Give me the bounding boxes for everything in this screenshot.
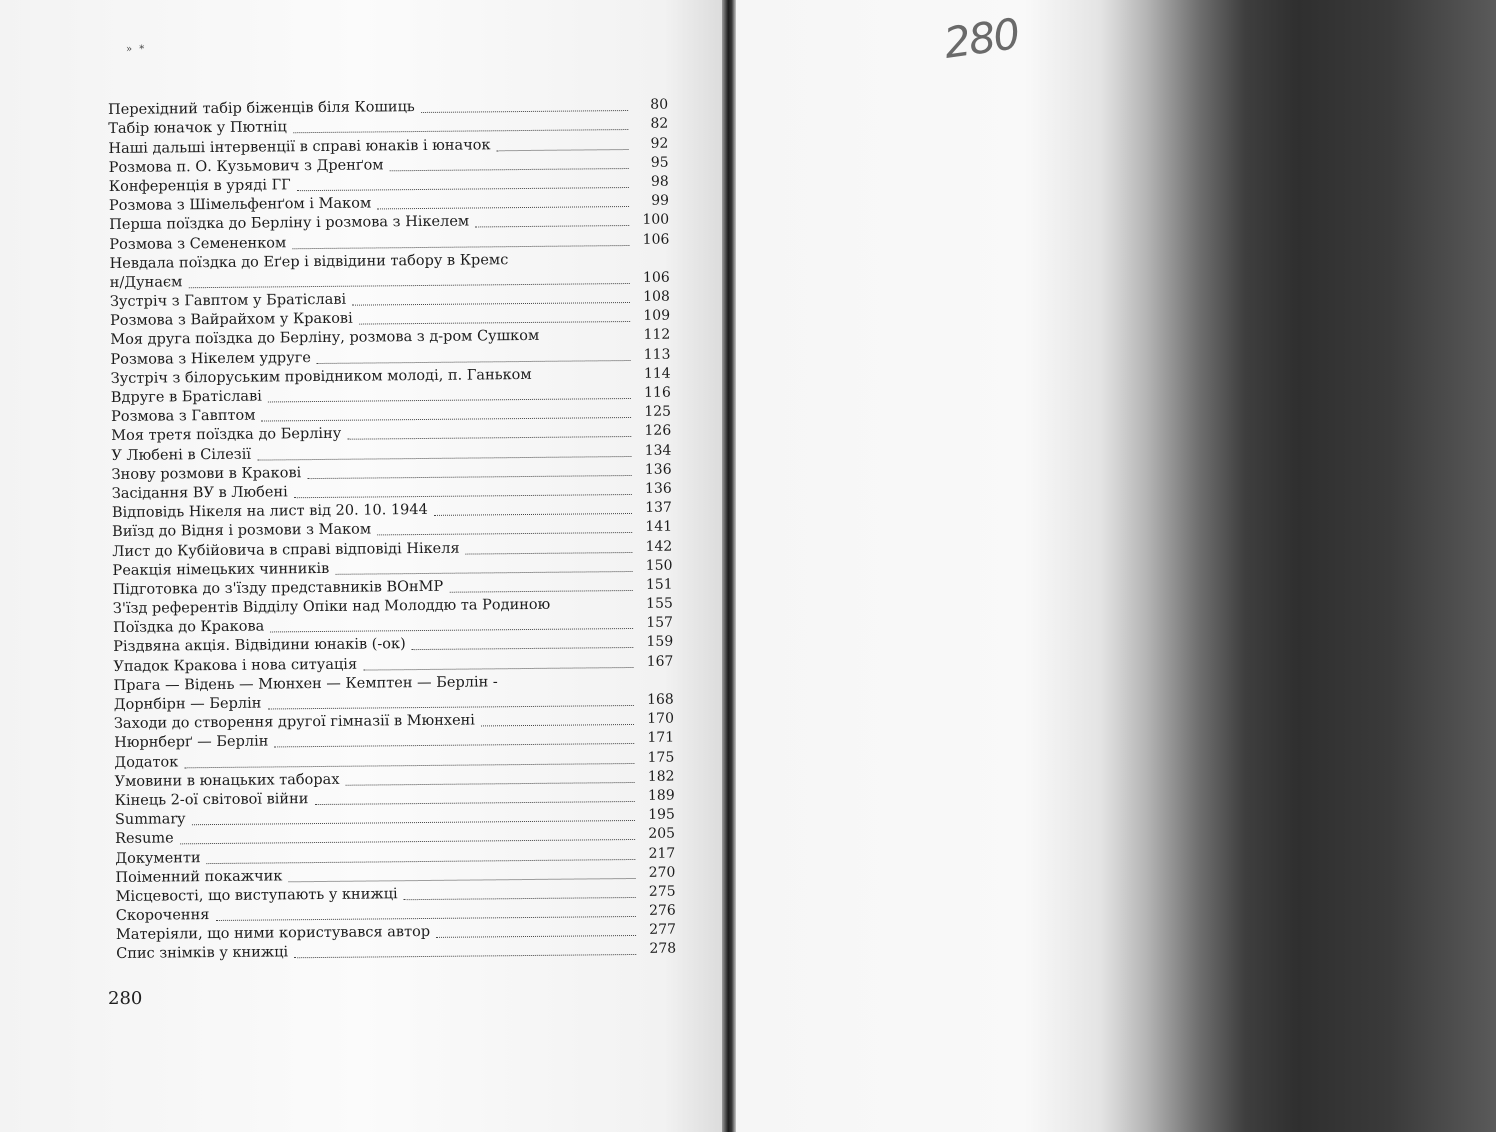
toc-leader-dots bbox=[466, 550, 633, 554]
toc-entry-title: Табір юначок у Пютніц bbox=[108, 119, 287, 138]
toc-entry-title: У Любені в Сілезії bbox=[111, 446, 251, 464]
toc-entry-title: Поїздка до Кракова bbox=[112, 618, 265, 637]
toc-entry-page: 106 bbox=[642, 231, 670, 248]
toc-leader-dots bbox=[294, 493, 632, 498]
toc-entry-page: 276 bbox=[648, 902, 676, 919]
toc-entry-page: 98 bbox=[650, 173, 669, 190]
toc-entry-page: 114 bbox=[643, 365, 671, 382]
toc-entry-title: Виїзд до Відня і розмови з Маком bbox=[112, 521, 372, 541]
toc-entry-page: 106 bbox=[642, 269, 670, 286]
toc-entry-title: Знову розмови в Кракові bbox=[111, 464, 302, 483]
toc-leader-dots bbox=[359, 320, 630, 325]
toc-entry-page: 112 bbox=[643, 327, 671, 344]
toc-entry-title: Розмова з Нікелем удруге bbox=[110, 349, 311, 368]
toc-entry-page: 136 bbox=[644, 461, 672, 478]
toc-entry-title: Дорнбірн — Берлін bbox=[113, 695, 262, 713]
toc-entry-title: Конференція в уряді ГГ bbox=[108, 177, 291, 195]
toc-entry-title: Різдвяна акція. Відвідини юнаків (-ок) bbox=[113, 636, 406, 656]
toc-entry-title: Розмова з Вайрайхом у Кракові bbox=[110, 310, 353, 330]
toc-entry-page: 134 bbox=[644, 442, 672, 459]
table-of-contents bbox=[108, 95, 676, 964]
toc-entry-page: 278 bbox=[649, 941, 677, 958]
toc-entry-title: Зустріч з білоруським провідником молоді, п. Ганьком bbox=[110, 366, 532, 387]
toc-entry-page: 205 bbox=[648, 825, 676, 843]
toc-entry-page: 125 bbox=[644, 403, 672, 421]
toc-entry-title: Зустріч з Гавптом у Братіславі bbox=[109, 291, 347, 311]
toc-entry-title: Додаток bbox=[114, 753, 179, 771]
toc-entry-title: Скорочення bbox=[115, 907, 210, 925]
toc-leader-dots bbox=[545, 340, 630, 342]
toc-leader-dots bbox=[556, 609, 633, 611]
toc-entry-page: 95 bbox=[650, 154, 669, 171]
toc-entry-title: Моя друга поїздка до Берліну, розмова з д-ром Сушком bbox=[110, 328, 540, 349]
toc-entry-title: Розмова з Семененком bbox=[109, 234, 287, 253]
toc-entry-title: Resume bbox=[115, 830, 174, 848]
toc-entry-page: 159 bbox=[646, 634, 674, 651]
toc-entry-page: 170 bbox=[647, 710, 675, 728]
toc-leader-dots bbox=[404, 896, 636, 900]
toc-leader-dots bbox=[475, 224, 629, 227]
toc-entry-title: Перша поїздка до Берліну і розмова з Нікелем bbox=[109, 213, 470, 234]
toc-entry-title: Документи bbox=[115, 849, 201, 867]
toc-entry-page: 182 bbox=[647, 768, 675, 785]
right-page bbox=[736, 0, 1496, 1132]
page-marks: » * bbox=[126, 44, 147, 55]
toc-entry-page: 151 bbox=[645, 576, 673, 593]
toc-entry-page: 108 bbox=[643, 288, 670, 305]
toc-leader-dots bbox=[345, 781, 634, 786]
toc-leader-dots bbox=[292, 244, 629, 249]
toc-leader-dots bbox=[538, 379, 631, 381]
toc-entry-title: н/Дунаєм bbox=[109, 274, 183, 291]
toc-entry-title: Лист до Кубійовича в справі відповіді Нікеля bbox=[112, 540, 460, 560]
toc-entry-page: 155 bbox=[646, 595, 673, 612]
toc-entry-title: Розмова з Шімельфенґом і Маком bbox=[108, 195, 372, 215]
toc-leader-dots bbox=[363, 666, 633, 671]
toc-entry-title: Умовини в юнацьких таборах bbox=[114, 771, 340, 790]
toc-entry-page: 195 bbox=[648, 806, 675, 823]
page-number: 280 bbox=[108, 988, 143, 1009]
toc-leader-dots bbox=[390, 167, 629, 171]
toc-entry-title: Нюрнберґ — Берлін bbox=[114, 733, 269, 752]
toc-leader-dots bbox=[377, 205, 629, 209]
toc-leader-dots bbox=[377, 531, 632, 535]
toc-entry-title: Засідання ВУ в Любені bbox=[111, 484, 288, 502]
toc-entry-page: 82 bbox=[650, 115, 669, 133]
toc-leader-dots bbox=[294, 953, 636, 958]
toc-entry-title: Прага — Відень — Мюнхен — Кемптен — Берлін - bbox=[113, 674, 498, 694]
left-page bbox=[0, 0, 722, 1132]
toc-leader-dots bbox=[449, 589, 632, 593]
toc-leader-dots bbox=[352, 301, 630, 306]
toc-leader-dots bbox=[307, 474, 631, 479]
toc-leader-dots bbox=[497, 148, 629, 151]
toc-entry-title: Моя третя поїздка до Берліну bbox=[111, 426, 342, 445]
toc-entry-page: 113 bbox=[643, 346, 671, 363]
book-gutter bbox=[722, 0, 736, 1132]
toc-entry-title: Перехідний табір біженців біля Кошиць bbox=[108, 99, 415, 119]
toc-entry-title: Вдруге в Братіславі bbox=[110, 388, 262, 406]
toc-entry-page: 141 bbox=[645, 518, 673, 536]
toc-leader-dots bbox=[347, 435, 631, 440]
toc-entry-title: Упадок Кракова і нова ситуація bbox=[113, 656, 358, 675]
toc-entry-title: Наші дальші інтервенції в справі юнаків і юначок bbox=[108, 136, 491, 157]
toc-entry-page: 126 bbox=[644, 422, 672, 440]
toc-leader-dots bbox=[293, 128, 628, 133]
toc-entry-title: Summary bbox=[114, 811, 186, 829]
toc-entry-title: Реакція німецьких чинників bbox=[112, 560, 330, 579]
toc-entry-title: Заходи до створення другої гімназії в Мюнхені bbox=[113, 712, 475, 733]
handwritten-note: 280 bbox=[940, 9, 1022, 68]
toc-entry-title: З'їзд референтів Відділу Опіки над Молоддю та Родиною bbox=[112, 596, 551, 618]
toc-leader-dots bbox=[436, 934, 636, 938]
toc-entry-title: Кінець 2-ої світової війни bbox=[114, 791, 309, 809]
toc-entry-page: 80 bbox=[650, 96, 669, 113]
toc-leader-dots bbox=[481, 723, 634, 726]
toc-entry-page: 189 bbox=[647, 787, 675, 804]
toc-entry-page: 270 bbox=[648, 864, 676, 881]
toc-entry-page: 175 bbox=[647, 749, 675, 766]
toc-entry-title: Невдала поїздка до Еґер і відвідини табору в Кремс bbox=[109, 251, 509, 272]
toc-entry-page: 275 bbox=[648, 883, 676, 900]
toc-leader-dots bbox=[335, 570, 632, 575]
toc-entry-page: 99 bbox=[651, 192, 670, 209]
toc-entry-page: 217 bbox=[648, 845, 676, 862]
toc-entry-title: Спис знімків у книжці bbox=[116, 944, 289, 963]
toc-leader-dots bbox=[412, 646, 634, 650]
toc-entry-page: 136 bbox=[644, 480, 672, 497]
toc-entry-page: 100 bbox=[642, 211, 670, 229]
toc-entry-title: Підготовка до з'їзду представників ВОнМР bbox=[112, 578, 444, 598]
toc-entry-page: 168 bbox=[646, 691, 674, 708]
toc-leader-dots bbox=[421, 109, 628, 113]
toc-entry-page: 109 bbox=[643, 307, 671, 325]
toc-entry-title: Матеріяли, що ними користувався автор bbox=[115, 924, 431, 944]
toc-entry-title: Розмова з Гавптом bbox=[110, 407, 256, 426]
toc-entry-page: 137 bbox=[645, 499, 673, 516]
toc-entry-page: 277 bbox=[649, 921, 677, 939]
toc-entry-title: Розмова п. О. Кузьмович з Дренґом bbox=[108, 157, 384, 176]
toc-entry-title: Місцевості, що виступають у книжці bbox=[115, 886, 398, 905]
toc-entry-page: 171 bbox=[647, 729, 675, 747]
toc-entry-page: 167 bbox=[646, 653, 674, 670]
toc-leader-dots bbox=[297, 186, 629, 191]
toc-entry-title: Відповідь Нікеля на лист від 20. 10. 1944 bbox=[111, 502, 428, 522]
toc-entry-page: 116 bbox=[644, 384, 671, 401]
toc-leader-dots bbox=[314, 800, 634, 805]
toc-entry-page: 150 bbox=[645, 557, 673, 574]
toc-entry-page: 92 bbox=[650, 135, 669, 152]
toc-leader-dots bbox=[434, 512, 632, 516]
toc-entry-page: 157 bbox=[646, 614, 674, 632]
toc-entry-title: Поіменний покажчик bbox=[115, 868, 283, 886]
toc-leader-dots bbox=[317, 359, 631, 364]
toc-entry-page: 142 bbox=[645, 538, 673, 555]
